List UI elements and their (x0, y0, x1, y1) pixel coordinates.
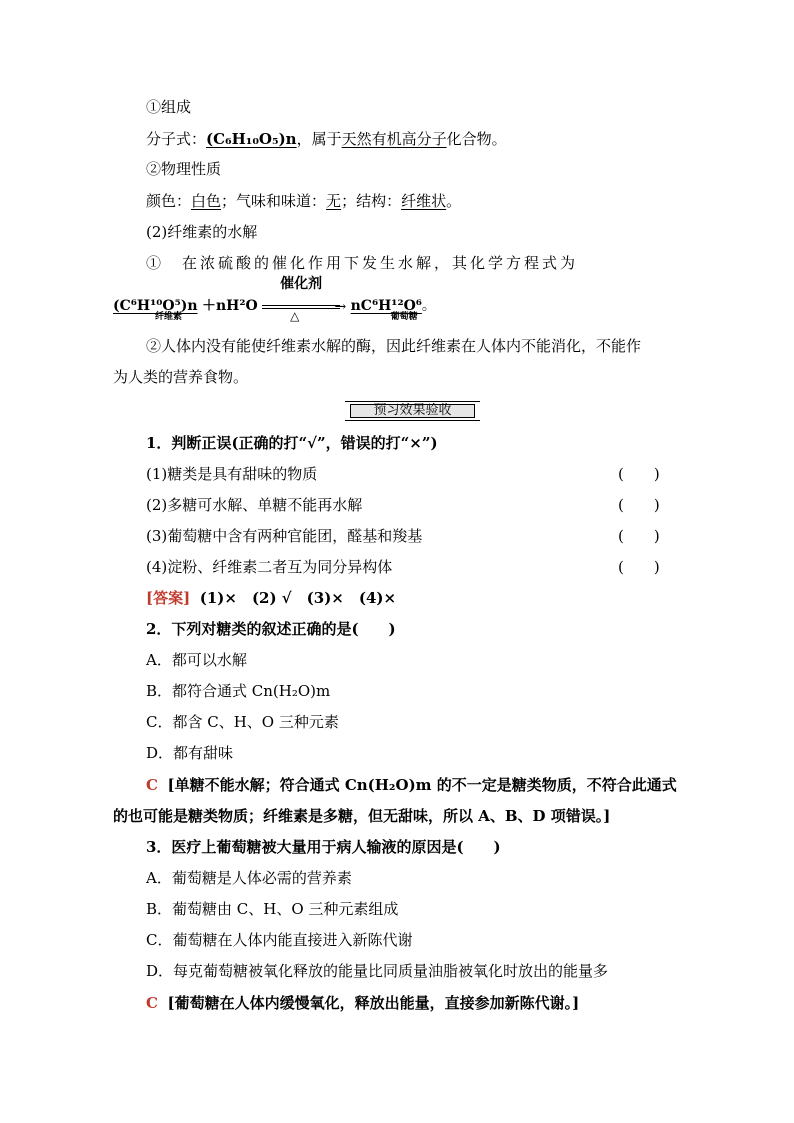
hydrolysis-note-2: 为人类的营养食物。 (113, 368, 249, 386)
eq-arrow (262, 276, 347, 323)
physical-properties-line (146, 191, 461, 211)
period: 。 (446, 192, 462, 210)
q1-blank-1: ( ) (618, 465, 660, 483)
q2-option-d: D．都有甜味 (146, 744, 234, 762)
label-color: 颜色： (146, 192, 192, 210)
label-molecular-formula: 分子式： (146, 130, 207, 148)
fill-natural-polymer: 天然有机高分子 (341, 130, 447, 148)
eq-product-glucose: nC⁶H¹²O⁶ 葡萄糖 (351, 298, 422, 314)
q2-title: 2．下列对糖类的叙述正确的是( ) (146, 620, 396, 638)
q3-option-a: A．葡萄糖是人体必需的营养素 (146, 869, 352, 887)
formula-cellulose: (C₆H₁₀O₅)n (206, 130, 297, 148)
answer-label: [答案] (146, 589, 191, 607)
q1-blank-4: ( ) (618, 558, 660, 576)
section-banner (345, 401, 480, 421)
q3-title: 3．医疗上葡萄糖被大量用于病人输液的原因是( ) (146, 838, 501, 856)
hydrolysis-intro: ① 在浓硫酸的催化作用下发生水解，其化学方程式为 (146, 254, 579, 272)
q2-explanation-2: 的也可能是糖类物质；纤维素是多糖，但无甜味，所以 A、B、D 项错误。] (113, 807, 611, 825)
q2-option-b: B．都符合通式 Cn(H₂O)m (146, 682, 331, 700)
fill-color: 白色 (191, 192, 222, 210)
q3-explanation (146, 993, 579, 1013)
fill-smell: 无 (326, 192, 342, 210)
q2-answer-letter: C (146, 776, 158, 794)
q1-blank-3: ( ) (618, 527, 660, 545)
arrow-right-icon: → (334, 299, 347, 315)
q3-answer-letter: C (146, 994, 158, 1012)
q1-blank-2: ( ) (618, 496, 660, 514)
banner-title: 预习效果验收 (350, 404, 475, 418)
q2-option-a: A．都可以水解 (146, 651, 247, 669)
heading-hydrolysis: (2)纤维素的水解 (146, 223, 258, 241)
q2-explain-text-1: [单糖不能水解；符合通式 Cn(H₂O)m 的不一定是糖类物质，不符合此通式 (167, 776, 677, 794)
heading-composition: ①组成 (146, 98, 192, 116)
eq-period: 。 (421, 298, 436, 314)
heading-physical-properties: ②物理性质 (146, 160, 222, 178)
label-smell: ；气味和味道： (221, 192, 327, 210)
q1-title: 1．判断正误(正确的打“√”，错误的打“×”) (146, 434, 438, 452)
eq-label-glucose: 葡萄糖 (390, 312, 418, 322)
molecular-formula-line (146, 129, 507, 149)
q2-option-c: C．都含 C、H、O 三种元素 (146, 713, 339, 731)
q1-item-3: (3)葡萄糖中含有两种官能团，醛基和羧基 (146, 527, 423, 545)
q1-item-1: (1)糖类是具有甜味的物质 (146, 465, 318, 483)
q1-item-4: (4)淀粉、纤维素二者互为同分异构体 (146, 558, 393, 576)
eq-catalyst: 催化剂 (280, 276, 323, 292)
eq-label-cellulose: 纤维素 (155, 312, 183, 322)
text-compound: 化合物。 (446, 130, 507, 148)
answer-text: (1)× (2) √ (3)× (4)× (199, 589, 397, 607)
label-structure: ；结构： (341, 192, 402, 210)
eq-reactant-cellulose: (C⁶H¹⁰O⁵)n 纤维素 (113, 298, 198, 314)
q3-explain-text: [葡萄糖在人体内缓慢氧化，释放出能量，直接参加新陈代谢。] (167, 994, 580, 1012)
eq-water: ＋nH²O (201, 298, 258, 314)
q3-option-b: B．葡萄糖由 C、H、O 三种元素组成 (146, 900, 399, 918)
hydrolysis-note-1: ②人体内没有能使纤维素水解的酶，因此纤维素在人体内不能消化，不能作 (146, 337, 642, 355)
text-belongs: ，属于 (296, 130, 342, 148)
q3-option-d: D．每克葡萄糖被氧化释放的能量比同质量油脂被氧化时放出的能量多 (146, 962, 609, 980)
q2-explanation-1 (146, 775, 677, 795)
q1-answer (146, 588, 396, 608)
chemical-equation (113, 276, 436, 323)
fill-structure: 纤维状 (401, 192, 447, 210)
q1-item-2: (2)多糖可水解、单糖不能再水解 (146, 496, 363, 514)
q3-option-c: C．葡萄糖在人体内能直接进入新陈代谢 (146, 931, 413, 949)
eq-heat: △ (290, 309, 300, 323)
